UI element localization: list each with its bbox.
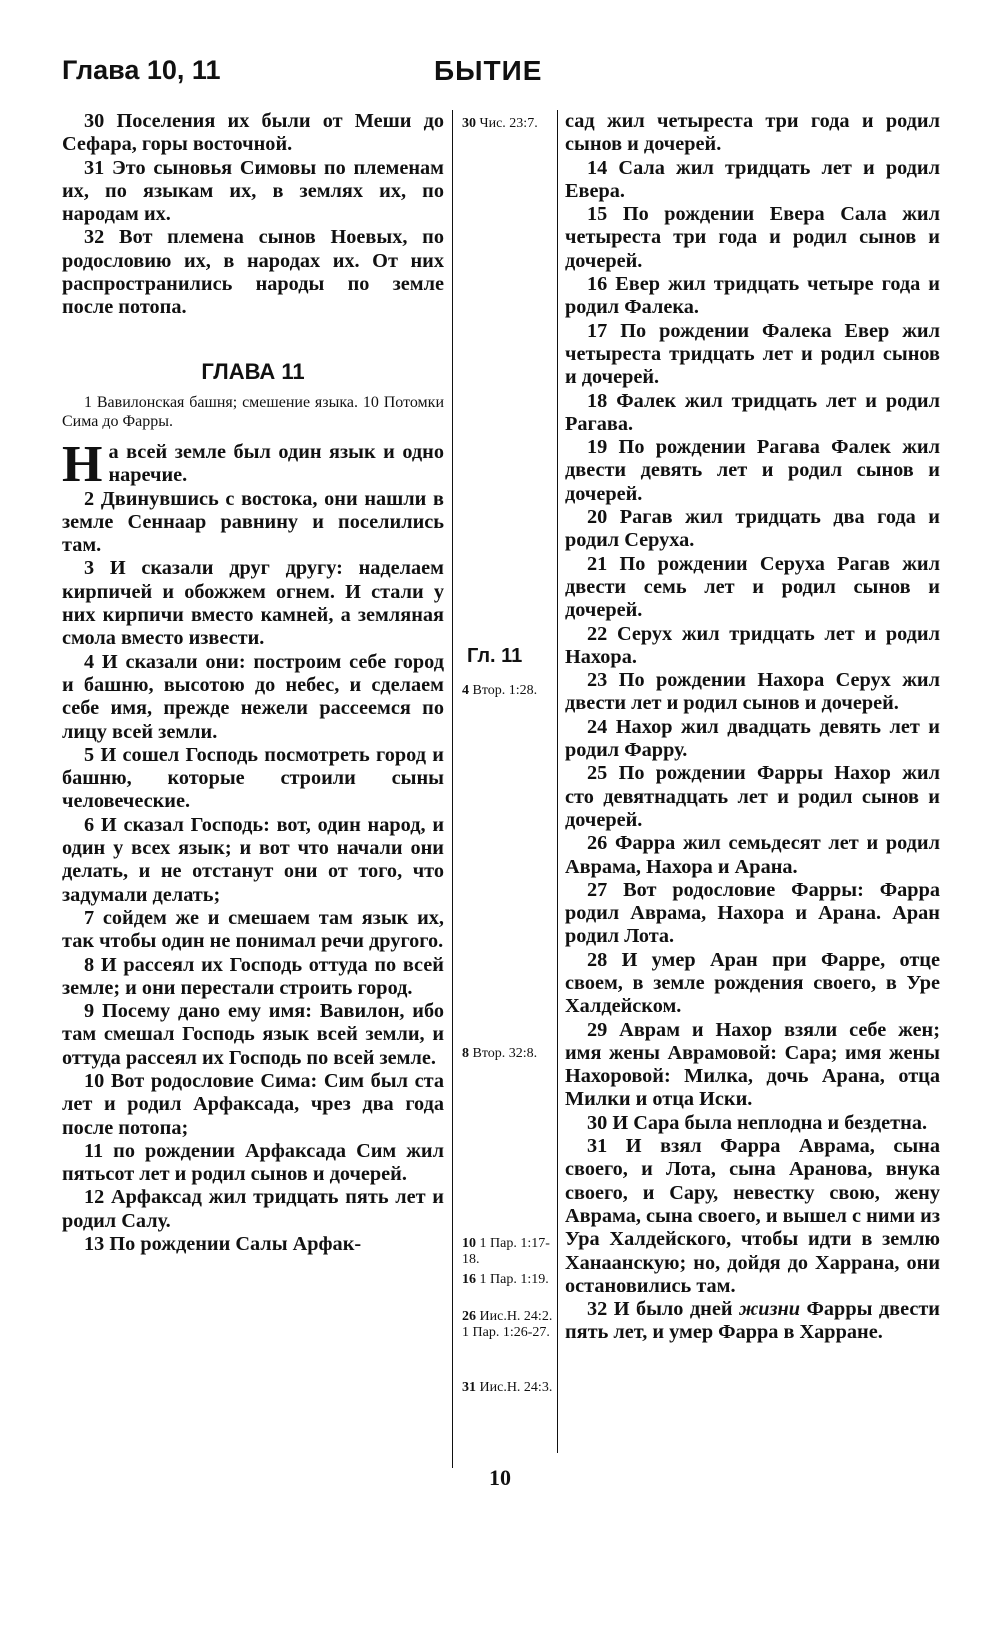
verse-11-14: 14 Сала жил тридцать лет и родил Евера. xyxy=(565,156,940,202)
verse-11-1 xyxy=(62,435,444,493)
verse-11-16: 16 Евер жил тридцать четыре года и родил Фалека. xyxy=(565,273,940,319)
verse-10-31: 31 Это сыновья Симовы по племенам их, по языкам их, в землях их, по народам их. xyxy=(62,156,444,226)
left-text-column xyxy=(62,110,444,1256)
verse-11-4: 4 И сказали они: построим себе город и башню, высотою до небес, и сделаем себе имя, прежде нежели рассеемся по лицу всей земли. xyxy=(62,650,444,743)
verse-11-21: 21 По рождении Серуха Рагав жил двести семь лет и родил сынов и дочерей. xyxy=(565,552,940,622)
verse-11-11: 11 по рождении Арфаксада Сим жил пятьсот лет и родил сынов и дочерей. xyxy=(62,1139,444,1186)
verse-11-2: 2 Двинувшись с востока, они нашли в земле Сеннаар равнину и поселились там. xyxy=(62,487,444,557)
verse-11-8: 8 И рассеял их Господь оттуда по всей земле; и они перестали строить город. xyxy=(62,953,444,999)
verse-11-23: 23 По рождении Нахора Серух жил двести лет и родил сынов и дочерей. xyxy=(565,669,940,715)
verse-11-17: 17 По рождении Фалека Евер жил четыреста тридцать лет и родил сынов и дочерей. xyxy=(565,319,940,389)
cross-ref-4: 4 Втор. 1:28. xyxy=(462,683,538,698)
verse-11-1-text: а всей земле был один язык и одно наречие. xyxy=(108,440,444,487)
verse-11-18: 18 Фалек жил тридцать лет и родил Рагава. xyxy=(565,389,940,435)
cross-ref-31: 31 Иис.Н. 24:3. xyxy=(462,1380,553,1395)
verse-11-27: 27 Вот родословие Фарры: Фарра родил Аврама, Нахора и Арана. Аран родил Лота. xyxy=(565,878,940,948)
running-head: Глава 10, 11 xyxy=(62,55,221,85)
column-divider-left xyxy=(452,110,453,1468)
page-number: 10 xyxy=(489,1465,511,1490)
verse-11-31: 31 И взял Фарра Аврама, сына своего, и Лота, сына Аранова, внука своего, и Сару, невестку свою, жену Аврама, сына своего, и вышел с ними из Ура Халдейского, чтобы идти в землю Ханаанскую; но, дойдя до Харрана, они остановились там. xyxy=(565,1135,940,1297)
verse-11-6: 6 И сказал Господь: вот, один народ, и один у всех язык; и вот что начали они делать, и не отстанут они от того, что задумали делать; xyxy=(62,813,444,906)
drop-cap: Н xyxy=(62,435,103,493)
verse-11-32: 32 И было дней жизни Фарры двести пять лет, и умер Фарра в Харране. xyxy=(565,1298,940,1344)
column-divider-right xyxy=(557,110,558,1453)
page-header xyxy=(62,55,952,95)
cross-ref-8: 8 Втор. 32:8. xyxy=(462,1046,538,1061)
verse-11-22: 22 Серух жил тридцать лет и родил Нахора. xyxy=(565,622,940,668)
chapter-summary: 1 Вавилонская башня; смешение языка. 10 Потомки Сима до Фарры. xyxy=(62,393,444,430)
verse-11-24: 24 Нахор жил двадцать девять лет и родил Фарру. xyxy=(565,715,940,762)
verse-11-29: 29 Аврам и Нахор взяли себе жен; имя жены Аврамовой: Сара; имя жены Нахоровой: Милка, дочь Арана, отца Милки и отца Иски. xyxy=(565,1018,940,1111)
cross-ref-16: 16 1 Пар. 1:19. xyxy=(462,1272,549,1287)
right-text-column xyxy=(565,110,940,1345)
chapter-title: ГЛАВА 11 xyxy=(201,358,305,384)
verse-11-13-cont: сад жил четыреста три года и родил сынов и дочерей. xyxy=(565,110,940,156)
verse-11-26: 26 Фарра жил семьдесят лет и родил Аврама, Нахора и Арана. xyxy=(565,832,940,878)
cross-ref-26: 26 Иис.Н. 24:2. 1 Пар. 1:26-27. xyxy=(462,1309,553,1340)
book-title: БЫТИЕ xyxy=(434,55,543,86)
verse-10-30: 30 Поселения их были от Меши до Сефара, горы восточной. xyxy=(62,110,444,156)
cross-ref-30: 30 Чис. 23:7. xyxy=(462,116,538,131)
cross-ref-10: 10 1 Пар. 1:17-18. xyxy=(462,1236,550,1267)
verse-11-20: 20 Рагав жил тридцать два года и родил Серуха. xyxy=(565,506,940,552)
verse-11-3: 3 И сказали друг другу: наделаем кирпичей и обожжем огнем. И стали у них кирпичи вместо камней, а земляная смола вместо извести. xyxy=(62,557,444,650)
verse-11-7: 7 сойдем же и смешаем там язык их, так чтобы один не понимал речи другого. xyxy=(62,906,444,953)
verse-11-10: 10 Вот родословие Сима: Сим был ста лет и родил Арфаксада, чрез два года после потопа; xyxy=(62,1069,444,1139)
verse-11-25: 25 По рождении Фарры Нахор жил сто девятнадцать лет и родил сынов и дочерей. xyxy=(565,762,940,831)
verse-11-19: 19 По рождении Рагава Фалек жил двести девять лет и родил сынов и дочерей. xyxy=(565,436,940,505)
verse-11-28: 28 И умер Аран при Фарре, отце своем, в земле рождения своего, в Уре Халдейском. xyxy=(565,948,940,1018)
verse-11-9: 9 Посему дано ему имя: Вавилон, ибо там смешал Господь язык всей земли, и оттуда рассеял их Господь по всей земле. xyxy=(62,1000,444,1069)
verse-11-30: 30 И Сара была неплодна и бездетна. xyxy=(587,1111,928,1134)
verse-10-32: 32 Вот племена сынов Ноевых, по родословию их, в народах их. От них распространились народы по земле после потопа. xyxy=(62,226,444,319)
verse-11-13: 13 По рождении Салы Арфак- xyxy=(84,1233,362,1256)
chapter-marker: Гл. 11 xyxy=(467,645,523,667)
verse-11-15: 15 По рождении Евера Сала жил четыреста три года и родил сынов и дочерей. xyxy=(565,203,940,272)
verse-11-5: 5 И сошел Господь посмотреть город и башню, которые строили сыны человеческие. xyxy=(62,743,444,813)
verse-11-12: 12 Арфаксад жил тридцать пять лет и родил Салу. xyxy=(62,1186,444,1232)
